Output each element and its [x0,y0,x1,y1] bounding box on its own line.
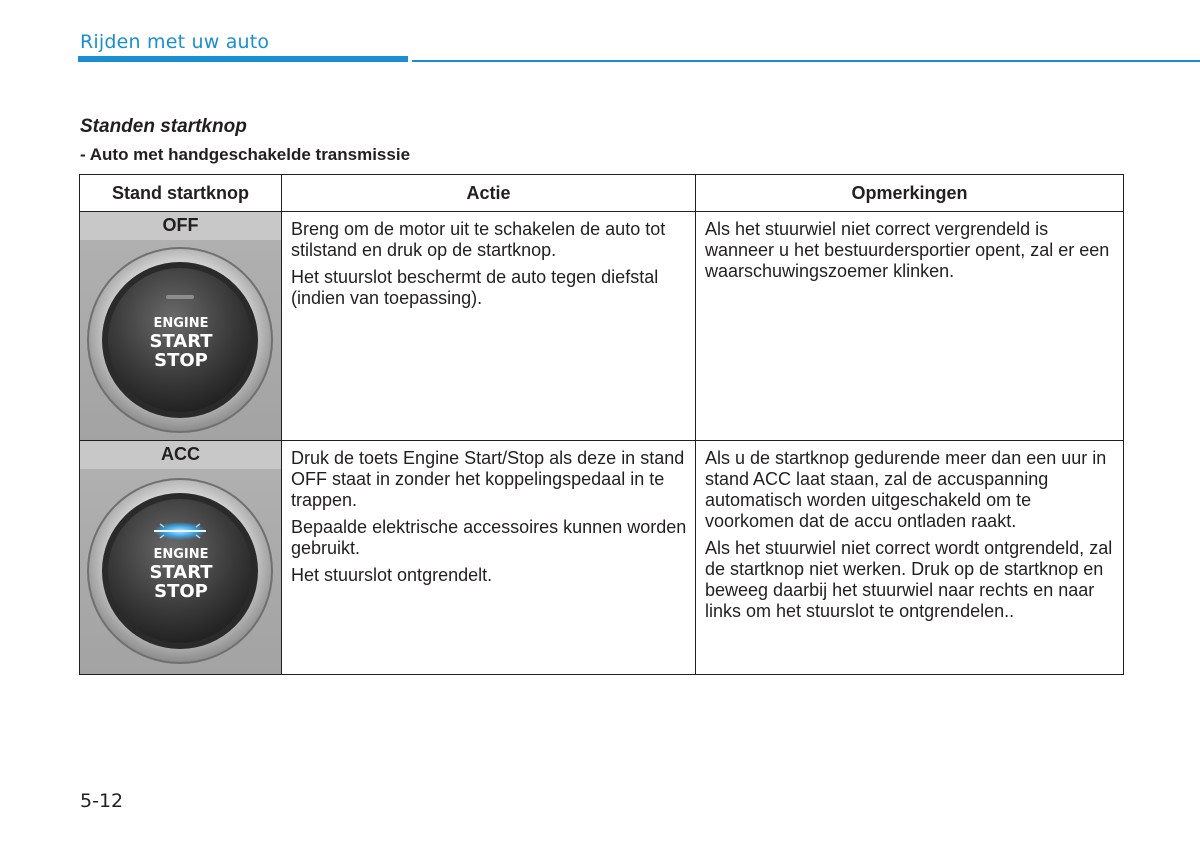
remarks-paragraph: Als het stuurwiel niet correct vergrendeld is wanneer u het bestuurdersportier opent, zal er een waarschuwingszoemer klinken. [705,219,1110,281]
button-text-stop-off: STOP [154,350,208,371]
button-text-stop-acc: STOP [154,581,208,602]
action-cell-off [282,212,696,441]
table-row-off [80,212,1124,441]
button-text-start-acc: START [149,562,213,583]
position-cell-acc [80,441,282,675]
table-row-acc [80,441,1124,675]
column-header-position: Stand startknop [80,175,282,212]
action-paragraph: Het stuurslot beschermt de auto tegen diefstal (indien van toepassing). [291,267,659,308]
column-header-remarks: Opmerkingen [696,175,1124,212]
remarks-paragraph: Als het stuurwiel niet correct wordt ontgrendeld, zal de startknop niet werken. Druk op de startknop en beweeg daarbij het stuurwiel naar rechts en naar links om het stuurslot te ontgrendelen.. [705,538,1113,621]
engine-start-stop-button-image-off [80,240,281,440]
remarks-cell-off [696,212,1124,441]
remarks-cell-acc [696,441,1124,675]
action-paragraph: Bepaalde elektrische accessoires kunnen worden gebruikt. [291,517,687,558]
action-paragraph: Breng om de motor uit te schakelen de auto tot stilstand en druk op de startknop. [291,219,666,260]
column-header-action: Actie [282,175,696,212]
indicator-light-on [154,522,206,540]
section-subtitle: - Auto met handgeschakelde transmissie [80,145,411,164]
position-label-off: OFF [80,212,281,240]
action-cell-acc [282,441,696,675]
header-rule-thick [78,56,408,62]
button-text-engine-off: ENGINE [153,316,209,331]
engine-start-stop-button-image-acc [80,469,281,674]
page-number: 5-12 [80,790,124,812]
indicator-light-off [166,295,194,299]
position-label-acc: ACC [80,441,281,469]
position-cell-off [80,212,282,441]
header-rule-thin [412,60,1200,62]
chapter-title: Rijden met uw auto [80,31,270,53]
button-text-engine-acc: ENGINE [153,547,209,562]
remarks-paragraph: Als u de startknop gedurende meer dan een uur in stand ACC laat staan, zal de accuspanning automatisch worden uitgeschakeld om te voorkomen dat de accu ontladen raakt. [705,448,1107,531]
action-paragraph: Druk de toets Engine Start/Stop als deze in stand OFF staat in zonder het koppelingspedaal in te trappen. [291,448,685,510]
start-button-positions-table [79,174,1124,675]
action-paragraph: Het stuurslot ontgrendelt. [291,565,493,585]
table-header-row [80,175,1124,212]
button-text-start-off: START [149,331,213,352]
section-title: Standen startknop [80,116,247,137]
